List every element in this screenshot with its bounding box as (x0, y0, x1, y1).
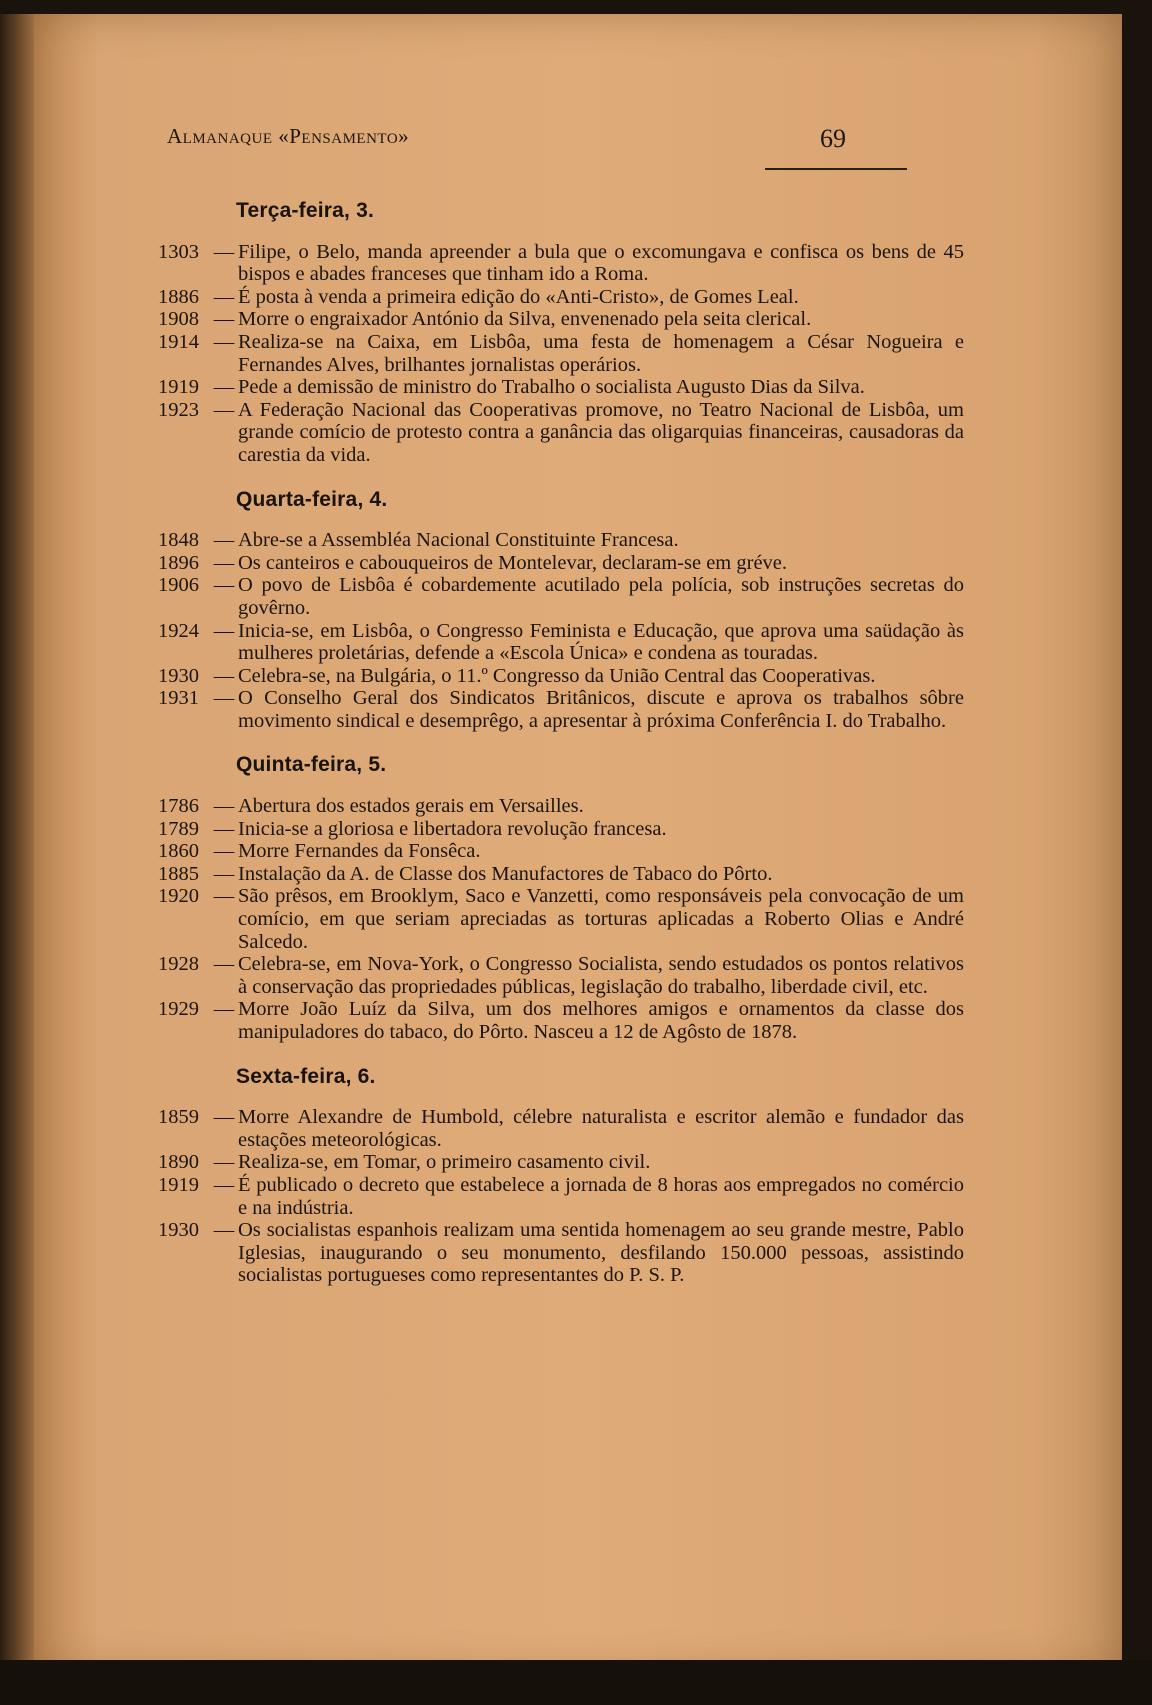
entry-dash: — (213, 529, 235, 552)
entry-text: Abertura dos estados gerais em Versailles. (238, 795, 584, 818)
entry-year: 1860 (158, 840, 199, 863)
entry-row (158, 953, 964, 998)
entry-row (158, 241, 964, 286)
entry-dash: — (213, 1219, 235, 1242)
entry-year: 1920 (158, 885, 199, 908)
entry-text: Celebra-se, na Bulgária, o 11.º Congresso da União Central das Cooperativas. (238, 664, 876, 687)
entry-year: 1789 (158, 817, 199, 840)
entry-year: 1859 (158, 1106, 199, 1129)
entry-dash: — (213, 619, 235, 642)
day-section (158, 489, 964, 733)
entry-row (158, 665, 964, 688)
entry-dash: — (213, 308, 235, 331)
entry-year: 1929 (158, 998, 199, 1021)
entry-dash: — (213, 840, 235, 863)
running-title: Almanaque «Pensamento» (167, 124, 410, 148)
entry-row (158, 998, 964, 1043)
day-section (158, 754, 964, 1043)
entry-text: O povo de Lisbôa é cobardemente acutilado pela polícia, sob instruções secretas do govêrno. (238, 574, 964, 619)
entry-text: Pede a demissão de ministro do Trabalho o socialista Augusto Dias da Silva. (238, 376, 865, 399)
entry-text: Morre Alexandre de Humbold, célebre naturalista e escritor alemão e fundador das estações meteorológicas. (238, 1106, 964, 1151)
entry-text: Morre o engraixador António da Silva, envenenado pela seita clerical. (238, 308, 812, 331)
entry-row (158, 1106, 964, 1151)
entry-row (158, 331, 964, 376)
entry-text: Inicia-se a gloriosa e libertadora revolução francesa. (238, 817, 667, 840)
entry-dash: — (213, 664, 235, 687)
entry-year: 1930 (158, 1219, 199, 1242)
entry-row (158, 795, 964, 818)
entry-dash: — (213, 687, 235, 710)
day-heading: Terça-feira, 3. (236, 199, 375, 222)
entry-year: 1786 (158, 795, 199, 818)
entry-row (158, 1151, 964, 1174)
scan-border (0, 1660, 1152, 1705)
entry-text: A Federação Nacional das Cooperativas promove, no Teatro Nacional de Lisbôa, um grande comício de protesto contra a ganância das oligarquias financeiras, causadoras da carestia da vida. (238, 398, 964, 466)
entry-text: É publicado o decreto que estabelece a jornada de 8 horas aos empregados no comércio e na indústria. (238, 1173, 964, 1219)
entry-dash: — (213, 885, 235, 908)
entry-dash: — (213, 376, 235, 399)
entry-dash: — (213, 285, 235, 308)
entry-dash: — (213, 1151, 235, 1174)
entry-year: 1919 (158, 376, 199, 399)
entry-dash: — (213, 862, 235, 885)
entry-year: 1931 (158, 687, 199, 710)
entry-text: É posta à venda a primeira edição do «Anti-Cristo», de Gomes Leal. (238, 285, 799, 308)
entry-year: 1919 (158, 1173, 199, 1196)
entry-text: Instalação da A. de Classe dos Manufactores de Tabaco do Pôrto. (238, 862, 773, 885)
entry-text: Filipe, o Belo, manda apreender a bula que o excomungava e confisca os bens de 45 bispos e abades franceses que tinham ido a Roma. (238, 240, 964, 286)
entry-dash: — (213, 574, 235, 597)
entry-row (158, 840, 964, 863)
entry-dash: — (213, 551, 235, 574)
entry-dash: — (213, 1106, 235, 1129)
entry-text: Realiza-se, em Tomar, o primeiro casamento civil. (238, 1151, 651, 1174)
entry-text: São prêsos, em Brooklym, Saco e Vanzetti, como responsáveis pela convocação de um comício, em que seriam apreciadas as torturas aplicadas a Roberto Olias e André Salcedo. (238, 885, 964, 953)
entry-row (158, 818, 964, 841)
entry-year: 1908 (158, 308, 199, 331)
entry-row (158, 1174, 964, 1219)
entry-year: 1914 (158, 330, 199, 353)
entry-row (158, 687, 964, 732)
entry-row (158, 552, 964, 575)
entry-row (158, 286, 964, 309)
entry-dash: — (213, 998, 235, 1021)
entry-row (158, 529, 964, 552)
entry-text: Morre João Luíz da Silva, um dos melhores amigos e ornamentos da classe dos manipuladores do tabaco, do Pôrto. Nasceu a 12 de Agôsto de 1878. (238, 998, 964, 1043)
entry-text: Abre-se a Assembléa Nacional Constituinte Francesa. (238, 529, 679, 552)
entry-year: 1885 (158, 862, 199, 885)
entry-text: Realiza-se na Caixa, em Lisbôa, uma festa de homenagem a César Nogueira e Fernandes Alves, brilhantes jornalistas operários. (238, 330, 964, 376)
entry-text: Inicia-se, em Lisbôa, o Congresso Feminista e Educação, que aprova uma saüdação às mulheres proletárias, defende a «Escola Única» e condena as touradas. (238, 619, 964, 665)
entry-year: 1928 (158, 953, 199, 976)
day-heading: Quarta-feira, 4. (236, 487, 388, 511)
entry-year: 1886 (158, 285, 199, 308)
entry-row (158, 620, 964, 665)
entry-dash: — (213, 1173, 235, 1196)
header-rule (765, 168, 907, 170)
entry-year: 1906 (158, 574, 199, 597)
entry-row (158, 1219, 964, 1287)
entry-text: Morre Fernandes da Fonsêca. (238, 840, 481, 863)
entry-dash: — (213, 330, 235, 353)
entry-row (158, 863, 964, 886)
entry-dash: — (213, 240, 235, 263)
entry-dash: — (213, 795, 235, 818)
entry-text: Os canteiros e cabouqueiros de Montelevar, declaram-se em gréve. (238, 551, 788, 574)
entry-year: 1930 (158, 664, 199, 687)
entry-dash: — (213, 398, 235, 421)
entry-row (158, 376, 964, 399)
entry-text: Os socialistas espanhois realizam uma sentida homenagem ao seu grande mestre, Pablo Iglesias, inaugurando o seu monumento, desfilando 150.000 pessoas, assistindo socialistas portugueses como representantes do P. S. P. (238, 1219, 964, 1287)
entry-text: Celebra-se, em Nova-York, o Congresso Socialista, sendo estudados os pontos relativos à conservação das propriedades públicas, legislação do trabalho, liberdade civil, etc. (238, 953, 964, 998)
entry-year: 1848 (158, 529, 199, 552)
entry-dash: — (213, 953, 235, 976)
entry-row (158, 399, 964, 467)
day-heading: Sexta-feira, 6. (236, 1064, 376, 1088)
entry-year: 1890 (158, 1151, 199, 1174)
day-section (158, 200, 964, 467)
entry-year: 1303 (158, 240, 199, 263)
entry-year: 1896 (158, 551, 199, 574)
almanac-content (158, 200, 964, 1309)
entry-row (158, 308, 964, 331)
page-number: 69 (820, 124, 846, 153)
day-heading: Quinta-feira, 5. (236, 753, 387, 777)
entry-dash: — (213, 817, 235, 840)
entry-year: 1923 (158, 398, 199, 421)
entry-row (158, 574, 964, 619)
entry-row (158, 885, 964, 953)
entry-text: O Conselho Geral dos Sindicatos Britânicos, discute e aprova os trabalhos sôbre movimento sindical e desemprêgo, a apresentar à próxima Conferência I. do Trabalho. (238, 687, 964, 732)
day-section (158, 1066, 964, 1287)
entry-year: 1924 (158, 619, 199, 642)
